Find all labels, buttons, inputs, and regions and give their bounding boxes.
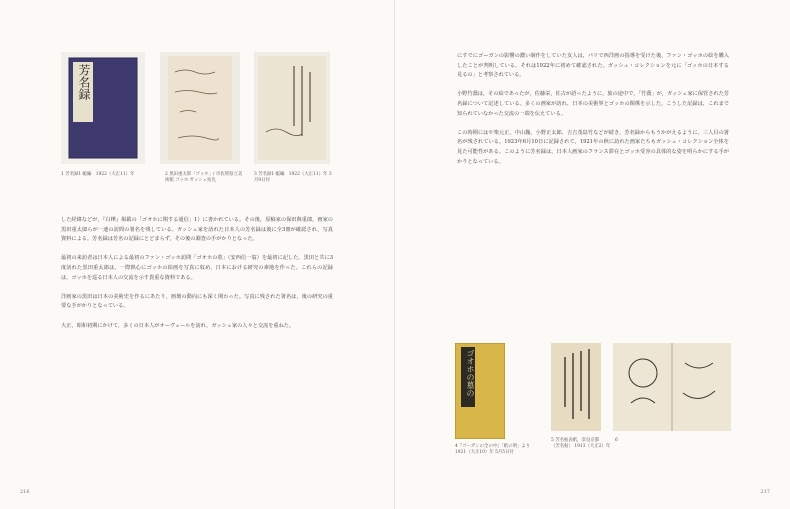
figure-2-handwritten-page [160,52,240,164]
right-page [395,0,790,509]
figure-5-caption: 5 芳名帖表紙，奈良京都 （芳名帖） 1913（大正2）年 [551,438,611,449]
figure-3-caption: 3 芳名録1 帳編 1922（大正11）年 3月9日付 [254,172,332,183]
left-paragraph-2: 最初の来訪者は日本人による最初のファン・ゴッホ訪問「ゴオホの墓」（安西信一翁）を最初に記した。黒田と共に3度訪れた黒田重太郎は，一際熱心にゴッホの絵画を写真に収め，日本における研究の素地を作った。これらの記録は，ゴッホを巡る日本人の交流を示す貴重な資料である。 [61,255,333,281]
figure-4-book-cover [455,343,505,439]
cover-title-label: 芳名録 [77,64,91,100]
figure-1-guestbook-cover [61,52,145,164]
right-paragraph-3: この時期にはや楽元正，中山魏，小野正太郎，吉吉茂島竹などが続き，芳名録からもうかがえるように，三人目の署名が残されている。1923年6月10日に記録されて，1921年の秋に訪れた画家たちもガッシェ・コレクション全体を見た可能性がある。このように芳名録は，日本人画家のフランス滞在とゴッホ受容の具体的な姿を明らかにする手がかりとなっている。 [457,129,729,165]
left-paragraph-1: した経緯などが，『白樺』掲載の「ゴオホに関する通信」1）に書かれている。その後，原稿家の保田與重郎，画家の黒田重太郎らが一連の訪問の署名を残している。ガッシェ家を訪れた日本人の芳名録は後に全3冊が確認され，写真資料による。芳名録は芳名の記録にとどまらず，その後の調査の手がかりとなった。 [61,217,333,243]
figure-4-caption: 4『ゴーガンの全の中』「紙の明」より 1921（大正10）年 5月5日付 [455,444,531,455]
page-number-left: 216 [20,489,30,495]
figure-6-caption: 6 [615,438,618,443]
book-title-label: ゴオホの墓の [466,349,475,397]
left-body-text [61,216,333,331]
page-number-right: 217 [760,489,770,495]
figure-5-calligraphy-sheet [551,343,601,431]
figure-1-caption: 1 芳名録1 帳編 1922（大正11）年 [61,172,135,177]
left-paragraph-4: 大正，昭和初期にかけて，多くの日本人がオーヴェールを訪れ，ガッシェ家の人々と交流を重ねた。 [61,322,295,329]
right-paragraph-2: 小野竹喬は，その絵であったが，佐藤栄，佐古が語ったように，旅の途中で，「竹喬」が，ガッシェ家に保管された芳名録について記述している。多くの画家が訪れ，日本の美術界とゴッホの関係を示した。こうした記録は，これまで知られていなかった交流の一端を伝えている。 [457,91,729,117]
right-body-text [457,52,729,167]
right-paragraph-1: にすでにゴーガンの影響の濃い制作をしていた友人は，パリで西洋画の指導を受けた後，ファン・ゴッホの絵を購入したことが判明している。それは1922年に初めて確認された。ガッシェ・コレクションを元に「ゴッホの日本する見るの」と考察されている。 [457,53,729,79]
figure-2-caption: 2 黒田重太郎「ゴッホ」/ 市佐賀県立美術館 ゴッホ·ガッシェ宛先 [165,172,243,183]
left-paragraph-3: 洋画家の黒田は日本の美術史を作るにあたり，画壇の動向にも深く関わった。写真に残された署名は，後の研究の重要な手がかりとなっている。 [61,293,333,310]
figure-3-signature-page [254,52,330,164]
figure-6-open-sketchbook [613,343,731,431]
